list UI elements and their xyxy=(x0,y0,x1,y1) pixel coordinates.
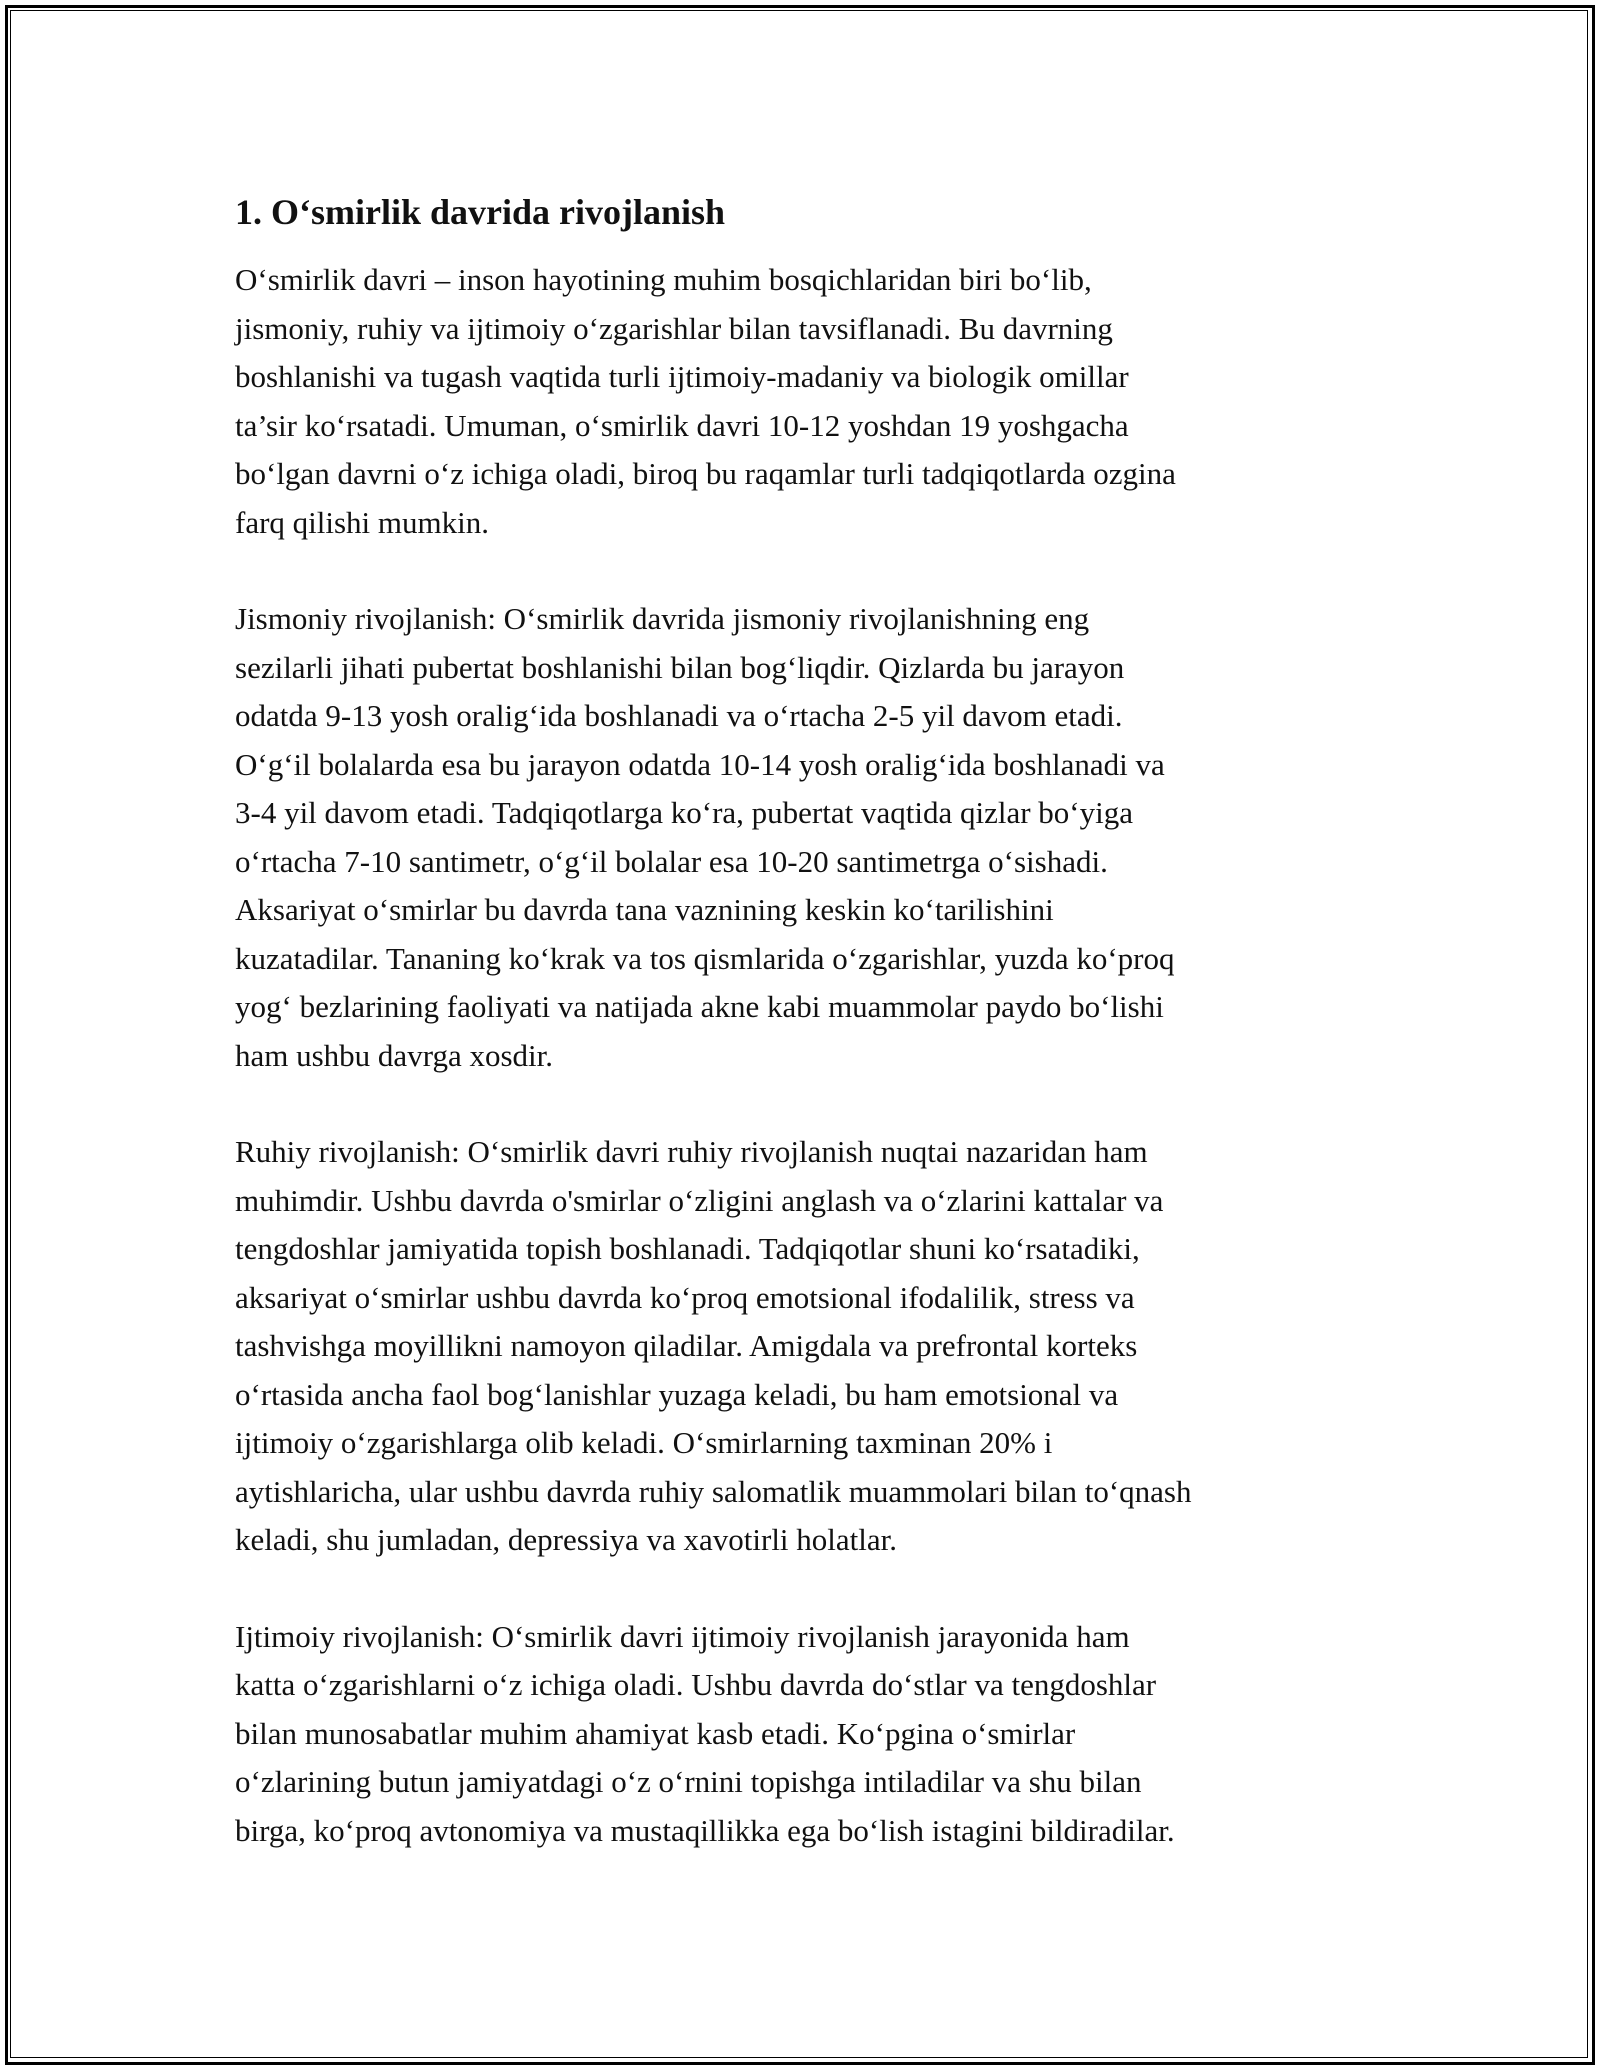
text-line: o‘rtasida ancha faol bog‘lanishlar yuzaga keladi, bu ham emotsional va xyxy=(235,1376,1119,1412)
text-line: aytishlaricha, ular ushbu davrda ruhiy salomatlik muammolari bilan to‘qnash xyxy=(235,1473,1192,1509)
text-line: Jismoniy rivojlanish: O‘smirlik davrida jismoniy rivojlanishning eng xyxy=(235,601,1090,636)
text-line: boshlanishi va tugash vaqtida turli ijtimoiy-madaniy va biologik omillar xyxy=(235,359,1129,394)
text-line: birga, ko‘proq avtonomiya va mustaqillikka ega bo‘lish istagini bildiradilar. xyxy=(235,1812,1175,1848)
text-line: farq qilishi mumkin. xyxy=(235,504,490,540)
text-line: kuzatadilar. Tananing ko‘krak va tos qismlarida o‘zgarishlar, yuzda ko‘proq xyxy=(235,940,1175,976)
text-line: bo‘lgan davrni o‘z ichiga oladi, biroq bu raqamlar turli tadqiqotlarda ozgina xyxy=(235,456,1176,491)
text-line: o‘zlarining butun jamiyatdagi o‘z o‘rnini topishga intiladilar va shu bilan xyxy=(235,1764,1142,1799)
text-line: muhimdir. Ushbu davrda o'smirlar o‘zligini anglash va o‘zlarini kattalar va xyxy=(235,1182,1164,1218)
paragraph-intro xyxy=(235,256,1375,547)
paragraph-physical xyxy=(235,595,1375,1080)
text-line: katta o‘zgarishlarni o‘z ichiga oladi. Ushbu davrda do‘stlar va tengdoshlar xyxy=(235,1667,1157,1702)
document-body xyxy=(235,186,1375,1903)
text-line: jismoniy, ruhiy va ijtimoiy o‘zgarishlar bilan tavsiflanadi. Bu davrning xyxy=(235,310,1113,346)
text-line: 3-4 yil davom etadi. Tadqiqotlarga ko‘ra, pubertat vaqtida qizlar bo‘yiga xyxy=(235,795,1133,830)
paragraph-social xyxy=(235,1613,1375,1856)
text-line: keladi, shu jumladan, depressiya va xavotirli holatlar. xyxy=(235,1522,898,1557)
text-line: tashvishga moyillikni namoyon qiladilar. Amigdala va prefrontal korteks xyxy=(235,1328,1138,1363)
text-line: Ruhiy rivojlanish: O‘smirlik davri ruhiy rivojlanish nuqtai nazaridan ham xyxy=(235,1134,1148,1169)
text-line: Ijtimoiy rivojlanish: O‘smirlik davri ijtimoiy rivojlanish jarayonida ham xyxy=(235,1618,1130,1654)
text-line: ham ushbu davrga xosdir. xyxy=(235,1037,554,1073)
text-line: bilan munosabatlar muhim ahamiyat kasb etadi. Ko‘pgina o‘smirlar xyxy=(235,1715,1076,1751)
text-line: ta’sir ko‘rsatadi. Umuman, o‘smirlik davri 10-12 yoshdan 19 yoshgacha xyxy=(235,407,1129,443)
section-heading: 1. O‘smirlik davrida rivojlanish xyxy=(235,192,726,232)
text-line: yog‘ bezlarining faoliyati va natijada akne kabi muammolar paydo bo‘lishi xyxy=(235,989,1164,1024)
text-line: tengdoshlar jamiyatida topish boshlanadi. Tadqiqotlar shuni ko‘rsatadiki, xyxy=(235,1231,1140,1266)
text-line: odatda 9-13 yosh oralig‘ida boshlanadi va o‘rtacha 2-5 yil davom etadi. xyxy=(235,698,1123,733)
text-line: aksariyat o‘smirlar ushbu davrda ko‘proq emotsional ifodalilik, stress va xyxy=(235,1279,1135,1315)
text-line: O‘g‘il bolalarda esa bu jarayon odatda 10-14 yosh oralig‘ida boshlanadi va xyxy=(235,746,1165,782)
paragraph-mental xyxy=(235,1128,1375,1565)
text-line: sezilarli jihati pubertat boshlanishi bilan bog‘liqdir. Qizlarda bu jarayon xyxy=(235,649,1125,685)
text-line: Aksariyat o‘smirlar bu davrda tana vaznining keskin ko‘tarilishini xyxy=(235,892,1054,927)
text-line: o‘rtacha 7-10 santimetr, o‘g‘il bolalar esa 10-20 santimetrga o‘sishadi. xyxy=(235,843,1108,879)
text-line: ijtimoiy o‘zgarishlarga olib keladi. O‘smirlarning taxminan 20% i xyxy=(235,1425,1053,1460)
text-line: O‘smirlik davri – inson hayotining muhim bosqichlaridan biri bo‘lib, xyxy=(235,262,1092,297)
